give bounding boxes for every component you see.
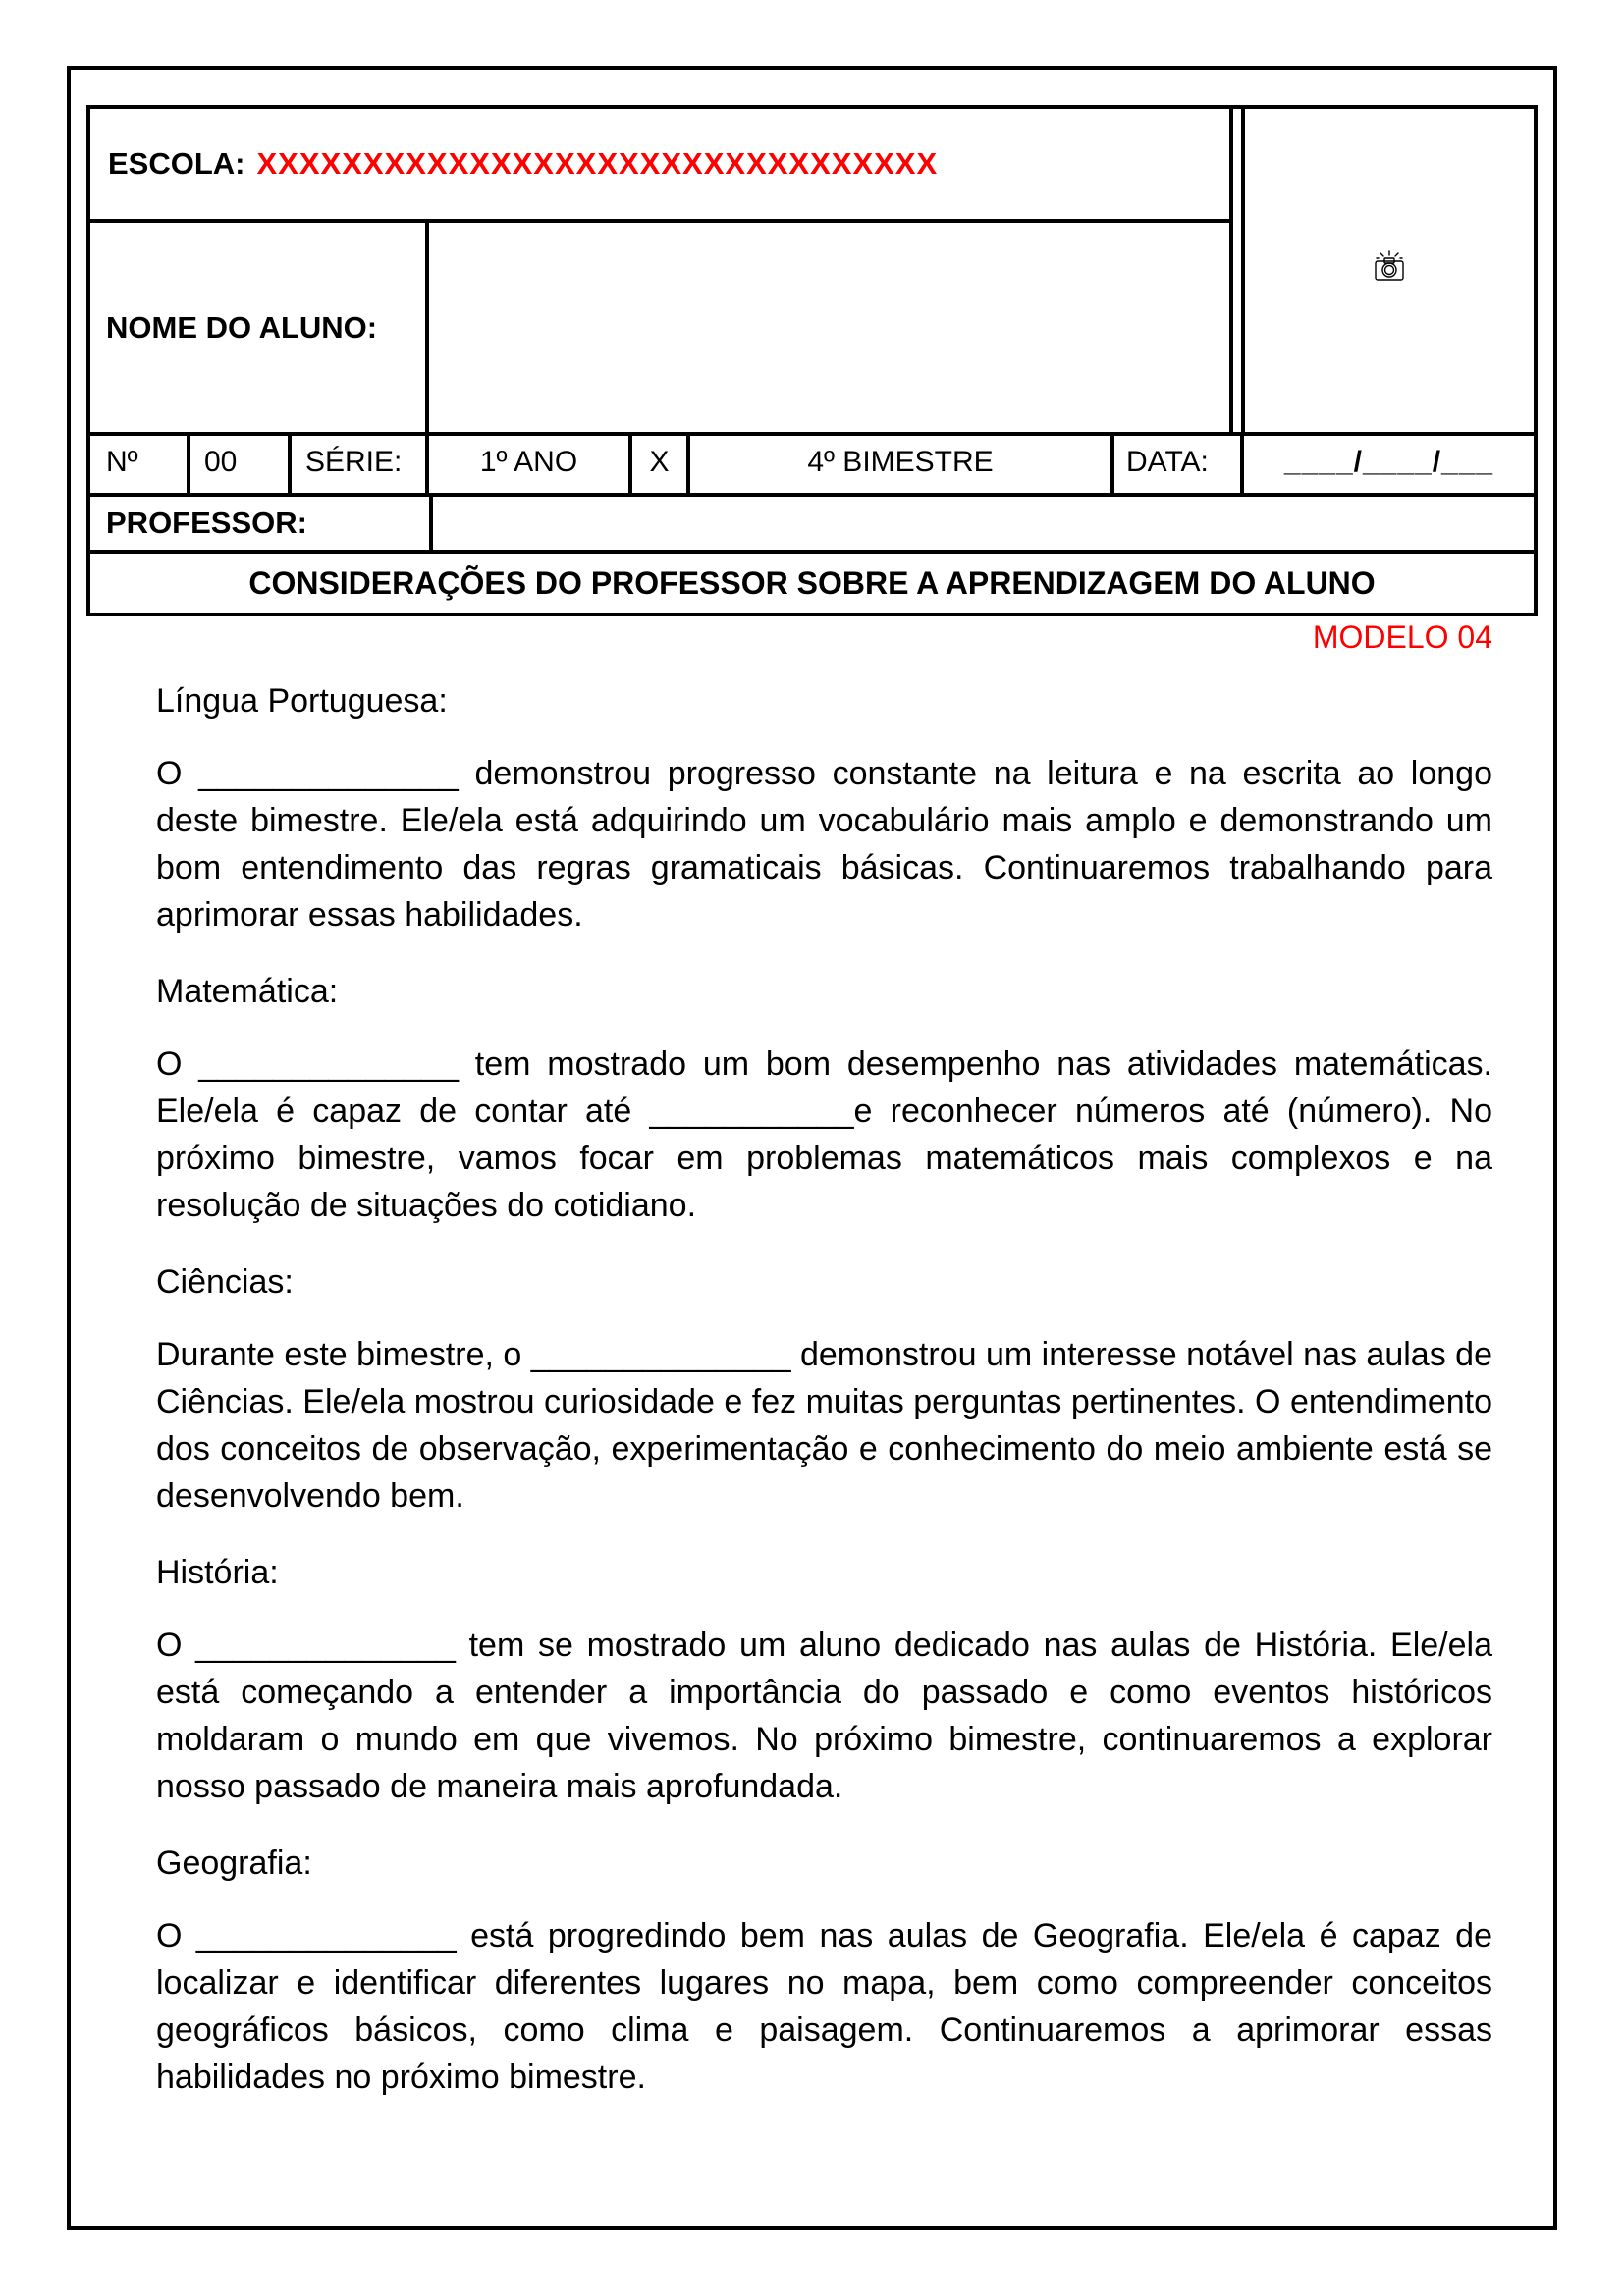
section-paragraph: O ______________ tem se mostrado um aluno dedicado nas aulas de História. Ele/ela está começando a entender a importância do passado e como eventos históricos moldaram o mundo em que vivemos. No próximo bimestre, continuaremos a explorar nosso passado de maneira mais aprofundada.	[156, 1627, 1492, 1805]
grade-value-cell	[425, 432, 628, 493]
section-lingua-portuguesa	[156, 677, 1492, 938]
date-label-cell	[1110, 432, 1240, 493]
grade-label-cell	[288, 432, 425, 493]
section-ciencias	[156, 1258, 1492, 1520]
grade-check-mark: X	[649, 446, 670, 478]
number-value-cell	[187, 432, 288, 493]
section-heading: História:	[156, 1554, 279, 1591]
section-heading: Língua Portuguesa:	[156, 682, 448, 720]
section-paragraph: O ______________ tem mostrado um bom desempenho nas atividades matemáticas. Ele/ela é capaz de contar até ___________e reconhecer números até (número). No próximo bimestre, vamos focar em problemas matemáticos mais complexos e na resolução de situações do cotidiano.	[156, 1045, 1492, 1224]
student-name-label: NOME DO ALUNO:	[106, 309, 378, 345]
date-field	[1240, 432, 1538, 493]
bimester-cell	[686, 432, 1110, 493]
date-blank-lines: ____/____/___	[1283, 446, 1494, 478]
section-paragraph: O ______________ demonstrou progresso constante na leitura e na escrita ao longo deste bimestre. Ele/ela está adquirindo um vocabulário mais amplo e demonstrando um bom entendimento das regras gramaticais básicas. Continuaremos trabalhando para aprimorar essas habilidades.	[156, 755, 1492, 934]
teacher-name-field	[429, 493, 1538, 550]
section-heading: Matemática:	[156, 973, 339, 1010]
grade-check-cell	[628, 432, 686, 493]
model-number-label: MODELO 04	[1312, 619, 1492, 655]
section-historia	[156, 1549, 1492, 1810]
number-label: Nº	[106, 446, 138, 478]
student-photo-box	[1241, 105, 1538, 432]
section-heading: Ciências:	[156, 1263, 294, 1301]
number-value: 00	[204, 446, 238, 478]
teacher-label-cell	[86, 493, 429, 550]
section-geografia	[156, 1840, 1492, 2101]
camera-icon	[1369, 248, 1410, 293]
grade-value: 1º ANO	[479, 446, 578, 478]
teacher-considerations-body	[156, 677, 1492, 2130]
student-name-field	[425, 219, 1233, 432]
form-title-row	[86, 550, 1538, 616]
student-name-label-cell	[86, 219, 425, 432]
teacher-label: PROFESSOR:	[106, 506, 307, 540]
date-label: DATA:	[1126, 446, 1209, 478]
school-value-placeholder: XXXXXXXXXXXXXXXXXXXXXXXXXXXXXXXX	[256, 146, 939, 181]
section-paragraph: Durante este bimestre, o ______________ demonstrou um interesse notável nas aulas de Ciências. Ele/ela mostrou curiosidade e fez muitas perguntas pertinentes. O entendimento dos conceitos de observação, experimentação e conhecimento do meio ambiente está se desenvolvendo bem.	[156, 1336, 1492, 1515]
school-label: ESCOLA:	[108, 146, 245, 181]
section-heading: Geografia:	[156, 1844, 312, 1882]
table-border-filler	[1233, 105, 1241, 109]
section-matematica	[156, 968, 1492, 1229]
section-paragraph: O ______________ está progredindo bem nas aulas de Geografia. Ele/ela é capaz de localizar e identificar diferentes lugares no mapa, bem como compreender conceitos geográficos básicos, como clima e paisagem. Continuaremos a aprimorar essas habilidades no próximo bimestre.	[156, 1917, 1492, 2096]
grade-label: SÉRIE:	[305, 446, 403, 478]
bimester-label: 4º BIMESTRE	[807, 446, 994, 478]
form-title: CONSIDERAÇÕES DO PROFESSOR SOBRE A APRENDIZAGEM DO ALUNO	[248, 564, 1376, 601]
number-label-cell	[86, 432, 187, 493]
school-row	[86, 105, 1233, 219]
